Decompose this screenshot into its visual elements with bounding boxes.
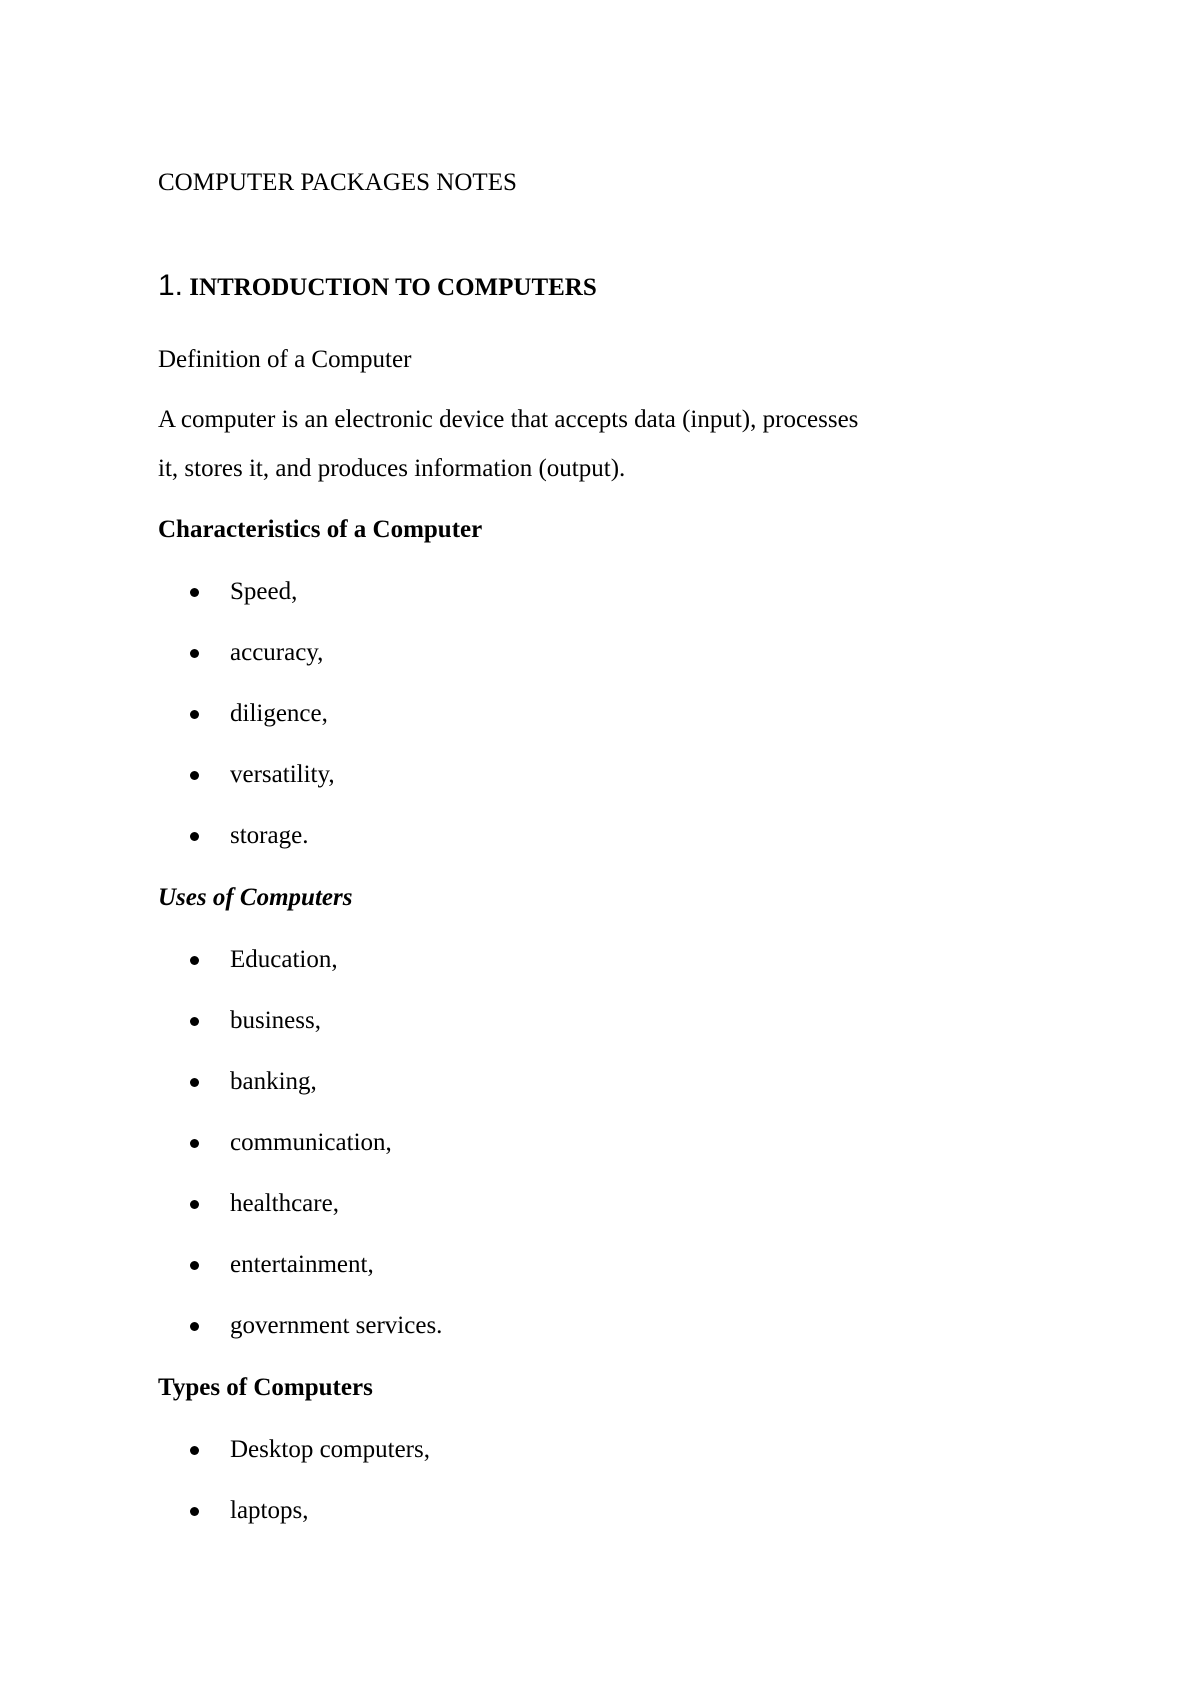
bullet-icon (190, 649, 199, 658)
bullet-icon (190, 1200, 199, 1209)
uses-heading: Uses of Computers (158, 884, 353, 911)
types-heading: Types of Computers (158, 1374, 373, 1401)
definition-heading: Definition of a Computer (158, 346, 412, 373)
list-item-text: healthcare, (230, 1190, 339, 1217)
list-item-text: business, (230, 1007, 321, 1034)
bullet-icon (190, 1322, 199, 1331)
list-item-text: accuracy, (230, 639, 324, 666)
bullet-icon (190, 956, 199, 965)
document-title: COMPUTER PACKAGES NOTES (158, 169, 517, 196)
section-number: 1. (158, 269, 184, 302)
bullet-icon (190, 588, 199, 597)
list-item-text: communication, (230, 1129, 392, 1156)
characteristics-heading: Characteristics of a Computer (158, 516, 483, 543)
bullet-icon (190, 1017, 199, 1026)
list-item-text: storage. (230, 822, 309, 849)
bullet-icon (190, 1139, 199, 1148)
list-item-text: laptops, (230, 1497, 309, 1524)
bullet-icon (190, 771, 199, 780)
bullet-icon (190, 1507, 199, 1516)
definition-text-line-1: A computer is an electronic device that accepts data (input), processes (158, 406, 859, 433)
bullet-icon (190, 1261, 199, 1270)
list-item-text: government services. (230, 1312, 443, 1339)
section-heading (158, 271, 597, 303)
list-item-text: diligence, (230, 700, 328, 727)
bullet-icon (190, 832, 199, 841)
list-item-text: Desktop computers, (230, 1436, 430, 1463)
list-item-text: banking, (230, 1068, 317, 1095)
list-item-text: versatility, (230, 761, 335, 788)
bullet-icon (190, 710, 199, 719)
bullet-icon (190, 1446, 199, 1455)
section-heading-text: INTRODUCTION TO COMPUTERS (189, 274, 597, 301)
list-item-text: Speed, (230, 578, 298, 605)
definition-text-line-2: it, stores it, and produces information (output). (158, 455, 626, 482)
list-item-text: Education, (230, 946, 338, 973)
bullet-icon (190, 1078, 199, 1087)
list-item-text: entertainment, (230, 1251, 374, 1278)
